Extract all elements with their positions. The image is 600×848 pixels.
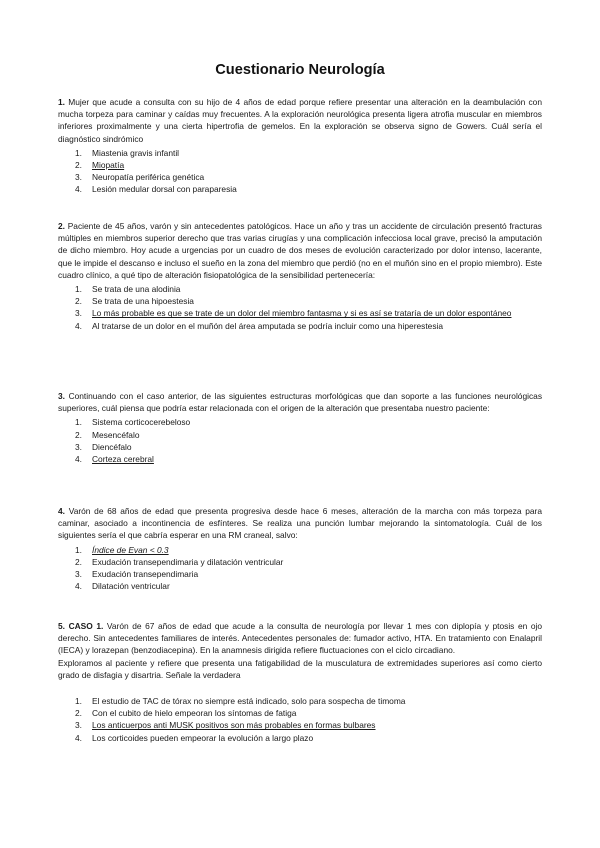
question-1: [58, 96, 542, 196]
option: 3. Exudación transependimaria: [75, 568, 199, 579]
option: 4. Al tratarse de un dolor en el muñón del área amputada se podría incluir como una hiperestesia: [75, 320, 444, 331]
option-correct: 3. Lo más probable es que se trate de un dolor del miembro fantasma y si es así se trataría de un dolor espontáneo: [75, 308, 512, 319]
option-correct: 1. Índice de Evan < 0.3: [75, 544, 169, 555]
option-correct: 2. Miopatía: [75, 159, 125, 170]
question-number: 2.: [58, 221, 65, 231]
question-5-stem: 5. CASO 1. Varón de 67 años de edad que acude a la consulta de neurología por llevar 1 mes con diplopía y ptosis en ojo derecho. Sin antecedentes familiares de interés. Antecedentes personales de: fumador activo, HTA. En tratamiento con Enalapril (IECA) y lorazepan (benzodiacepina). En la anamnesis dirigida refiere fluctuaciones con el ciclo circadiano.: [58, 621, 543, 656]
option-correct: 3. Los anticuerpos anti MUSK positivos son más probables en formas bulbares: [75, 720, 376, 731]
question-2-options: [58, 283, 542, 332]
option: 1. El estudio de TAC de tórax no siempre está indicado, solo para sospecha de timoma: [75, 695, 406, 706]
question-3: [58, 390, 542, 465]
question-number: 4.: [58, 506, 65, 516]
question-2-stem: 2. Paciente de 45 años, varón y sin antecedentes patológicos. Hace un año y tras un accidente de circulación presentó fracturas múltiples en miembros superior derecho que tras varias cirugías y una complicación infecciosa local grave, precisó la amputación de dicho miembro. Hoy acude a urgencias por un cuadro de dos meses de evolución caracterizado por dolor intenso, lacerante, que le impide el descanso e incluso el sueño en la zona del miembro que perdió (no en el muñón sino en el propio miembro). Este cuadro clínico, a qué tipo de alteración fisiopatológica de la sensibilidad pertenecería:: [58, 221, 542, 280]
case-label: CASO 1.: [68, 621, 104, 631]
question-5-options: [58, 695, 542, 744]
question-3-stem: 3. Continuando con el caso anterior, de las siguientes estructuras morfológicas que dan soporte a las funciones neurológicas superiores, cuál piensa que podría estar relacionada con el origen de la alteración que presentaba nuestro paciente:: [58, 391, 543, 414]
question-4-options: [58, 544, 542, 593]
option: 1. Se trata de una alodinia: [75, 283, 181, 294]
option: 2. Exudación transependimaria y dilatación ventricular: [75, 556, 284, 567]
page-title: Cuestionario Neurología: [215, 62, 385, 78]
question-1-stem: 1. Mujer que acude a consulta con su hijo de 4 años de edad porque refiere presentar una alteración en la deambulación con mucha torpeza para caminar y caídas muy frecuentes. A la exploración neurológica presenta ligera atrofia muscular en miembros inferiores proximalmente y una cierta hipertrofia de gemelos. En la exploración se observa signo de Gowers. Cuál sería el diagnóstico sindrómico: [58, 97, 543, 144]
question-4: [58, 505, 542, 592]
option: 1. Miastenia gravis infantil: [75, 147, 180, 158]
question-3-options: [58, 416, 542, 465]
option: 4. Dilatación ventricular: [75, 581, 170, 592]
option: 2. Se trata de una hipoestesia: [75, 296, 194, 307]
question-5: [58, 620, 542, 744]
option: 4. Lesión medular dorsal con paraparesia: [75, 184, 237, 195]
question-number: 5.: [58, 621, 65, 631]
question-2: [58, 220, 542, 332]
option: 3. Neuropatía periférica genética: [75, 172, 205, 183]
question-number: 3.: [58, 391, 65, 401]
option: 2. Con el cubito de hielo empeoran los síntomas de fatiga: [75, 708, 297, 719]
question-5-stem-continued: Exploramos al paciente y refiere que presenta una fatigabilidad de la musculatura de extremidades superiores así como cierto grado de disfagia y disartria. Señale la verdadera: [58, 657, 542, 680]
option-correct: 4. Corteza cerebral: [75, 453, 154, 464]
question-4-stem: 4. Varón de 68 años de edad que presenta progresiva desde hace 6 meses, alteración de la marcha con más torpeza para caminar, asociado a incontinencia de esfínteres. Se realiza una punción lumbar mejorando la sintomatología. Cuál de los siguientes sería el que cabría esperar en una RM craneal, salvo:: [58, 506, 543, 541]
option: 3. Diencéfalo: [75, 441, 132, 452]
option: 2. Mesencéfalo: [75, 429, 140, 440]
option: 4. Los corticoides pueden empeorar la evolución a largo plazo: [75, 732, 314, 743]
option: 1. Sistema corticocerebeloso: [75, 417, 191, 428]
question-1-options: [58, 147, 542, 196]
question-number: 1.: [58, 97, 65, 107]
